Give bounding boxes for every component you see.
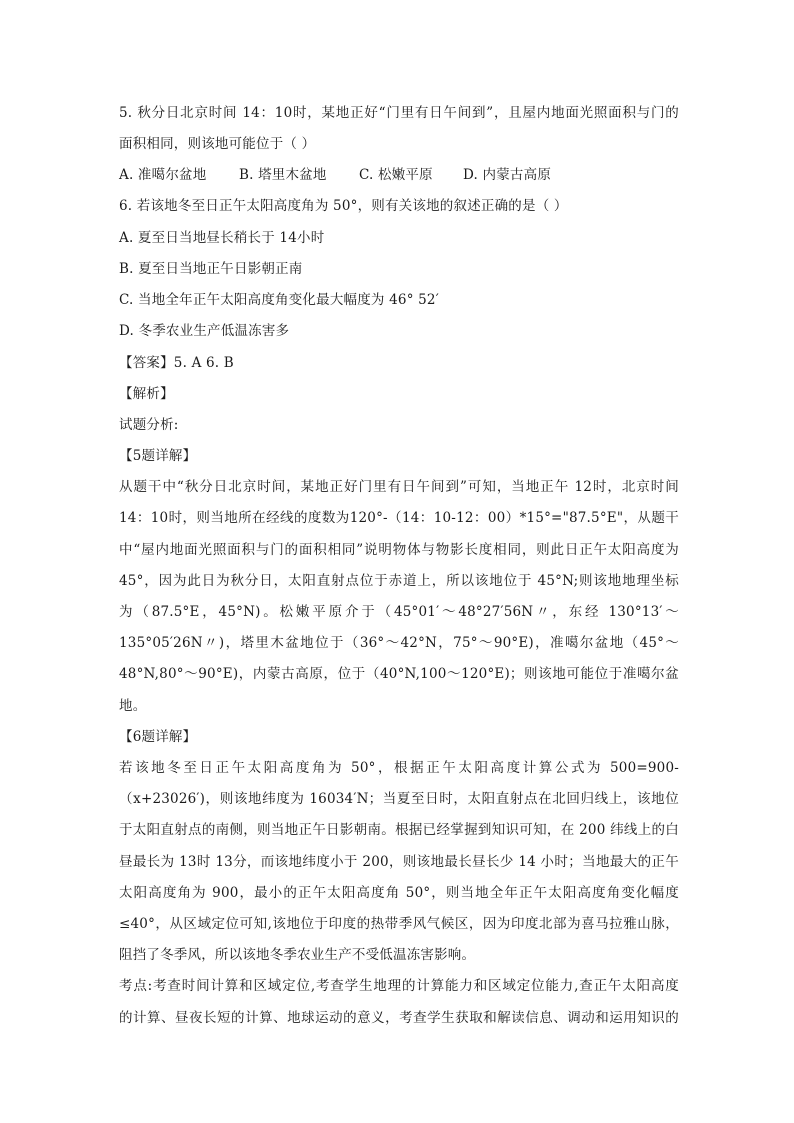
detail-6-line: 阻挡了冬季风，所以该地冬季农业生产不受低温冻害影响。: [119, 947, 476, 963]
question-5-line-1: 5. 秋分日北京时间 14：10时，某地正好“门里有日午间到”，且屋内地面光照面积与门的: [119, 105, 679, 121]
q6-option-d: D. 冬季农业生产低温冻害多: [119, 323, 290, 339]
kaodian-line: 考点:考查时间计算和区域定位,考查学生地理的计算能力和区域定位能力,查正午太阳高度: [119, 978, 679, 994]
q5-option-a: A. 准噶尔盆地: [119, 167, 207, 183]
detail-6-line: ≤40°，从区域定位可知,该地位于印度的热带季风气候区，因为印度北部为喜马拉雅山脉，: [119, 916, 679, 932]
kaodian-line: 的计算、昼夜长短的计算、地球运动的意义，考查学生获取和解读信息、调动和运用知识的: [119, 1010, 679, 1026]
detail-6-line: 太阳高度角为 900，最小的正午太阳高度角 50°，则当地全年正午太阳高度角变化幅度: [119, 885, 679, 901]
answer-line: 【答案】5. A 6. B: [119, 355, 234, 371]
q5-option-d: D. 内蒙古高原: [463, 167, 552, 183]
detail-6-line: （x+23026′)，则该地纬度为 16034′N；当夏至日时，太阳直射点在北回归线上，该地位: [119, 791, 679, 807]
detail-6-heading: 【6题详解】: [119, 729, 197, 745]
detail-5-line: 地。: [119, 698, 147, 714]
question-6-stem: 6. 若该地冬至日正午太阳高度角为 50°，则有关该地的叙述正确的是（ ）: [119, 198, 568, 214]
q6-option-c: C. 当地全年正午太阳高度角变化最大幅度为 46° 52′: [119, 292, 439, 308]
detail-5-line: 中“屋内地面光照面积与门的面积相同”说明物体与物影长度相同，则此日正午太阳高度为: [119, 542, 679, 558]
q5-option-b: B. 塔里木盆地: [239, 167, 327, 183]
detail-5-heading: 【5题详解】: [119, 448, 197, 464]
detail-5-line: 14：10时，则当地所在经线的度数为120°-（14：10-12：00）*15°="87.5°E"，从题干: [119, 510, 679, 526]
detail-6-line: 若该地冬至日正午太阳高度角为 50°，根据正午太阳高度计算公式为 500=900-: [119, 760, 679, 776]
detail-5-line: 从题干中“秋分日北京时间，某地正好门里有日午间到”可知，当地正午 12时，北京时间: [119, 479, 679, 495]
q6-option-a: A. 夏至日当地昼长稍长于 14小时: [119, 230, 325, 246]
q5-option-c: C. 松嫩平原: [359, 167, 433, 183]
analysis-heading: 【解析】: [119, 386, 174, 402]
detail-6-line: 于太阳直射点的南侧，则当地正午日影朝南。根据已经掌握到知识可知，在 200 纬线上的白: [119, 822, 679, 838]
detail-5-line: 48°N,80°～90°E)，内蒙古高原，位于（40°N,100～120°E)；则该地可能位于准噶尔盆: [119, 666, 679, 682]
detail-6-line: 昼最长为 13时 13分，而该地纬度小于 200，则该地最长昼长少 14 小时；当地最大的正午: [119, 854, 679, 870]
detail-5-line: 135°05′26N〃)，塔里木盆地位于（36°～42°N，75°～90°E)，准噶尔盆地（45°～: [119, 635, 679, 651]
question-5-line-2: 面积相同，则该地可能位于（ ）: [119, 136, 316, 152]
detail-5-line: 为（87.5°E，45°N)。松嫩平原介于（45°01′～48°27′56N〃，东经 130°13′～: [119, 604, 679, 620]
q6-option-b: B. 夏至日当地正午日影朝正南: [119, 261, 303, 277]
analysis-subheading: 试题分析:: [119, 417, 179, 433]
question-5-options: [119, 165, 679, 185]
detail-5-line: 45°，因为此日为秋分日，太阳直射点位于赤道上，所以该地位于 45°N;则该地地理坐标: [119, 573, 679, 589]
